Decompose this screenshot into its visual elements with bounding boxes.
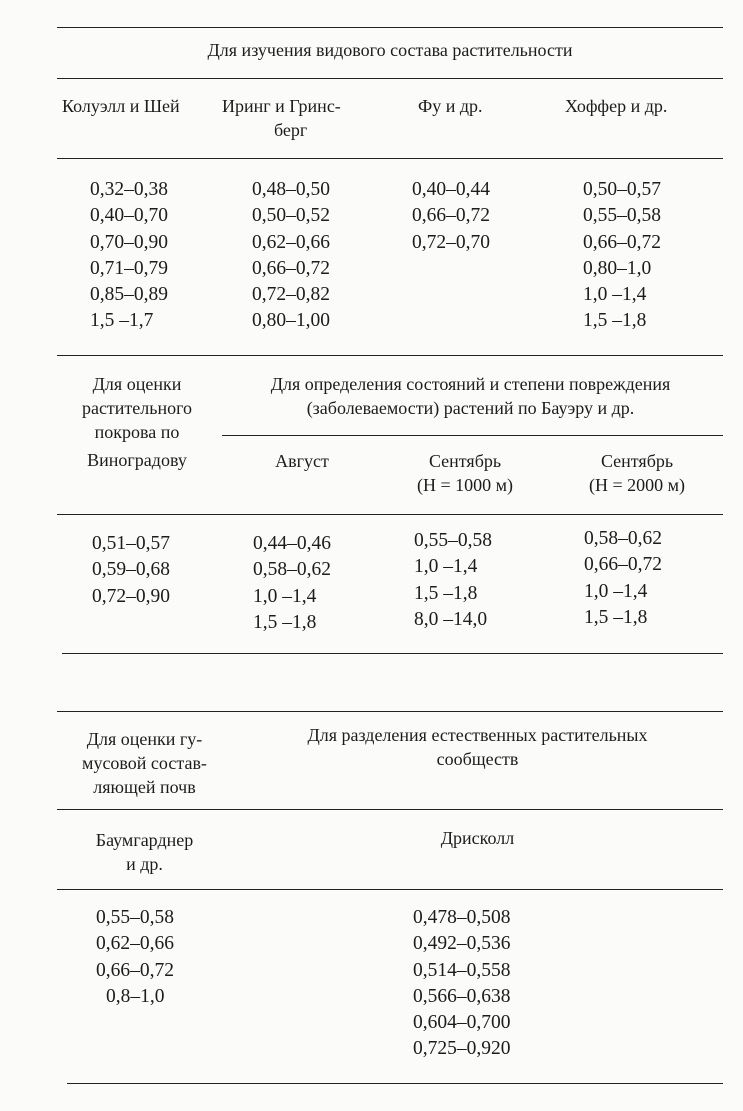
communities-title xyxy=(232,723,723,771)
header-august xyxy=(243,449,361,473)
cell: 0,48–0,50 xyxy=(252,179,330,200)
values-vinogradov xyxy=(92,531,170,610)
cell: 8,0 –14,0 xyxy=(414,608,488,630)
cell: 0,478–0,508 xyxy=(413,907,511,928)
header-line: Август xyxy=(275,451,329,471)
rule xyxy=(57,78,723,79)
rule xyxy=(57,355,723,356)
cell: 1,5 –1,8 xyxy=(414,582,478,604)
header-line: Баумгарднер xyxy=(95,830,194,850)
header-line: Дрисколл xyxy=(440,828,515,848)
cell: 0,62–0,66 xyxy=(252,231,330,253)
cell: 1,5 –1,8 xyxy=(583,310,647,332)
cell: 0,70–0,90 xyxy=(90,231,168,253)
header-line: покрова по xyxy=(94,422,180,442)
title-line: Для определения состояний и степени повреждения xyxy=(270,374,671,394)
title-line: Для разделения естественных растительных xyxy=(307,725,648,745)
values-driscoll xyxy=(413,905,511,1063)
header-line: (Н = 2000 м) xyxy=(588,475,686,495)
header-baumgardner xyxy=(62,828,227,876)
header-line: Виноградову xyxy=(87,450,187,470)
header-fu: Фу и др. xyxy=(418,96,483,116)
header-sept-2000 xyxy=(567,449,707,497)
rule xyxy=(57,809,723,810)
cell: 0,40–0,44 xyxy=(412,179,490,200)
section1-title: Для изучения видового состава растительности xyxy=(207,40,573,60)
header-line: Для оценки xyxy=(92,374,182,394)
cell: 0,566–0,638 xyxy=(413,985,511,1007)
cell: 0,80–1,0 xyxy=(583,257,652,279)
cell: 0,72–0,90 xyxy=(92,585,170,607)
rule xyxy=(222,435,723,436)
values-sept-2000 xyxy=(584,526,662,631)
cell: 0,50–0,57 xyxy=(583,179,661,200)
cell: 0,725–0,920 xyxy=(413,1038,511,1060)
header-sept-1000 xyxy=(395,449,535,497)
rule xyxy=(57,711,723,712)
header-iring-cont: берг xyxy=(274,120,308,140)
rule-bottom xyxy=(67,1083,723,1084)
cell: 0,66–0,72 xyxy=(583,231,661,253)
cell: 0,66–0,72 xyxy=(412,205,490,227)
title-line: сообществ xyxy=(436,749,519,769)
header-line: Сентябрь xyxy=(600,451,674,471)
rule xyxy=(57,514,723,515)
header-driscoll xyxy=(232,826,723,850)
cell: 0,58–0,62 xyxy=(584,528,662,549)
cell: 0,59–0,68 xyxy=(92,559,170,581)
cell: 0,80–1,00 xyxy=(252,310,330,332)
values-hoffer xyxy=(583,177,661,335)
header-iring: Иринг и Гринс- xyxy=(222,96,341,116)
title-line: (заболеваемости) растений по Бауэру и др. xyxy=(306,398,635,418)
cell: 0,66–0,72 xyxy=(252,257,330,279)
cell: 1,0 –1,4 xyxy=(414,556,478,578)
cell: 1,5 –1,8 xyxy=(584,606,648,628)
cell: 1,0 –1,4 xyxy=(253,585,317,607)
header-line: Для оценки гу- xyxy=(86,729,203,749)
header-koluell: Колуэлл и Шей xyxy=(62,96,180,116)
cell: 0,55–0,58 xyxy=(414,530,492,551)
cell: 0,604–0,700 xyxy=(413,1012,511,1034)
values-august xyxy=(253,531,331,636)
cell: 0,66–0,72 xyxy=(584,554,662,576)
rule xyxy=(57,889,723,890)
cell: 0,72–0,82 xyxy=(252,284,330,306)
cell: 0,55–0,58 xyxy=(583,205,661,227)
rule xyxy=(62,653,723,654)
cell: 0,32–0,38 xyxy=(90,179,168,200)
cell: 0,71–0,79 xyxy=(90,257,168,279)
cell: 0,58–0,62 xyxy=(253,559,331,581)
cell: 0,514–0,558 xyxy=(413,959,511,981)
humus-header xyxy=(57,727,232,799)
cell: 0,72–0,70 xyxy=(412,231,490,253)
values-koluell xyxy=(90,177,168,335)
cell: 1,5 –1,8 xyxy=(253,611,317,633)
cell: 0,8–1,0 xyxy=(106,985,165,1007)
vinogradov-header xyxy=(57,372,217,472)
values-sept-1000 xyxy=(414,528,492,633)
header-line: (Н = 1000 м) xyxy=(416,475,514,495)
rule xyxy=(57,158,723,159)
cell: 1,5 –1,7 xyxy=(90,310,154,332)
header-line: растительного xyxy=(81,398,193,418)
cell: 0,40–0,70 xyxy=(90,205,168,227)
cell: 0,62–0,66 xyxy=(96,933,174,955)
header-line: и др. xyxy=(126,854,163,874)
header-hoffer: Хоффер и др. xyxy=(565,96,668,116)
cell: 0,44–0,46 xyxy=(253,533,331,554)
cell: 1,0 –1,4 xyxy=(584,580,648,602)
header-line: Сентябрь xyxy=(428,451,502,471)
cell: 0,50–0,52 xyxy=(252,205,330,227)
header-line: мусовой состав- xyxy=(82,753,207,773)
header-line: ляющей почв xyxy=(93,777,196,797)
values-fu xyxy=(412,177,490,256)
cell: 0,492–0,536 xyxy=(413,933,511,955)
cell: 0,66–0,72 xyxy=(96,959,174,981)
bauer-title xyxy=(218,372,723,420)
cell: 1,0 –1,4 xyxy=(583,284,647,306)
cell: 0,85–0,89 xyxy=(90,284,168,306)
values-iring xyxy=(252,177,330,335)
cell: 0,55–0,58 xyxy=(96,907,174,928)
rule-top xyxy=(57,27,723,28)
values-baumgardner xyxy=(96,905,174,1010)
cell: 0,51–0,57 xyxy=(92,533,170,554)
